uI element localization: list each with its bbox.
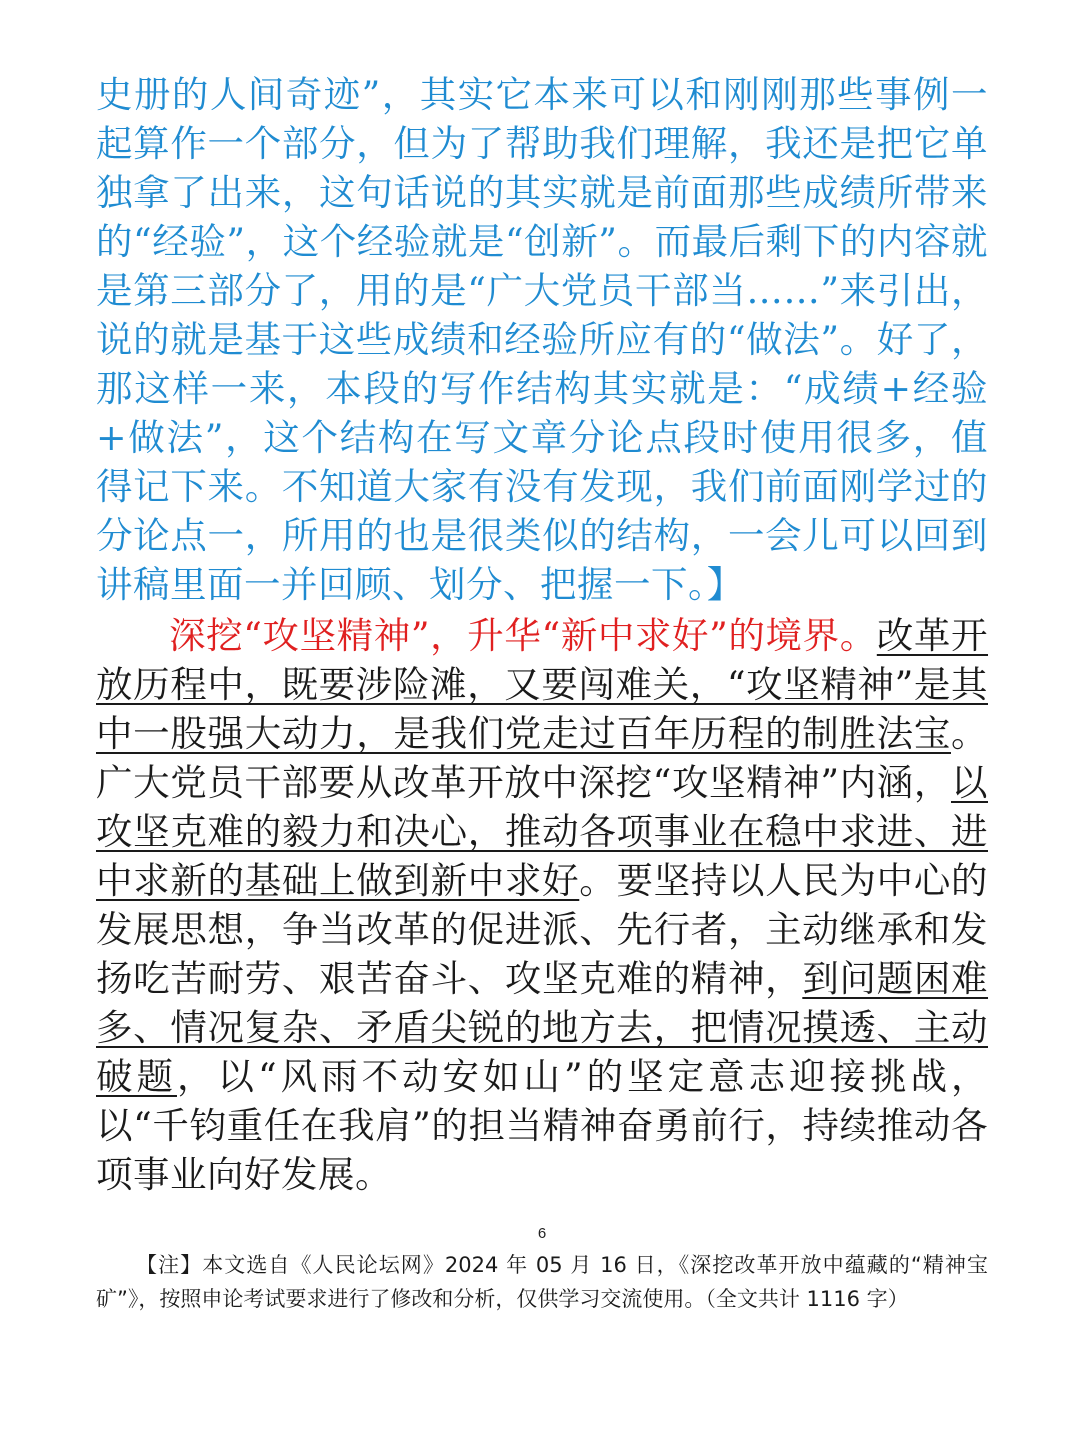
underlined-sentence-2: 以攻坚克难的毅力和决心，推动各项事业在稳中求进、进中求新的基础上做到新中求好 — [96, 761, 988, 902]
body-text-1: 。广大党员干部要从改革开放中深挖“攻坚精神”内涵， — [96, 712, 988, 804]
page-number: 6 — [537, 1225, 547, 1242]
underlined-sentence-3: 到问题困难多、情况复杂、矛盾尖锐的地方去，把情况摸透、主动破题 — [96, 957, 989, 1098]
underlined-sentence-1: 改革开放历程中，既要涉险滩，又要闯难关，“攻坚精神”是其中一股强大动力，是我们党走过百年历程的制胜法宝 — [96, 614, 989, 755]
main-paragraph — [96, 611, 988, 1199]
body-text-3: ，以“风雨不动安如山”的坚定意志迎接挑战，以“千钧重任在我肩”的担当精神奋勇前行，持续推动各项事业向好发展。 — [96, 1055, 989, 1196]
source-note: 【注】本文选自《人民论坛网》2024 年 05 月 16 日，《深挖改革开放中蕴藏的“精神宝矿”》，按照申论考试要求进行了修改和分析，仅供学习交流使用。（全文共计 1116 字） — [96, 1253, 988, 1311]
section-heading: 深挖“攻坚精神”，升华“新中求好”的境界。 — [169, 614, 877, 657]
analysis-paragraph: 史册的人间奇迹”，其实它本来可以和刚刚那些事例一起算作一个部分，但为了帮助我们理解，我还是把它单独拿了出来，这句话说的其实就是前面那些成绩所带来的“经验”，这个经验就是“创新”。而最后剩下的内容就是第三部分了，用的是“广大党员干部当……”来引出，说的就是基于这些成绩和经验所应有的“做法”。好了，那这样一来，本段的写作结构其实就是：“成绩+经验+做法”，这个结构在写文章分论点段时使用很多，值得记下来。不知道大家有没有发现，我们前面刚学过的分论点一，所用的也是很类似的结构，一会儿可以回到讲稿里面一并回顾、划分、把握一下。】 — [96, 73, 988, 606]
body-text-2: 。要坚持以人民为中心的发展思想，争当改革的促进派、先行者，主动继承和发扬吃苦耐劳、艰苦奋斗、攻坚克难的精神， — [96, 859, 989, 1000]
